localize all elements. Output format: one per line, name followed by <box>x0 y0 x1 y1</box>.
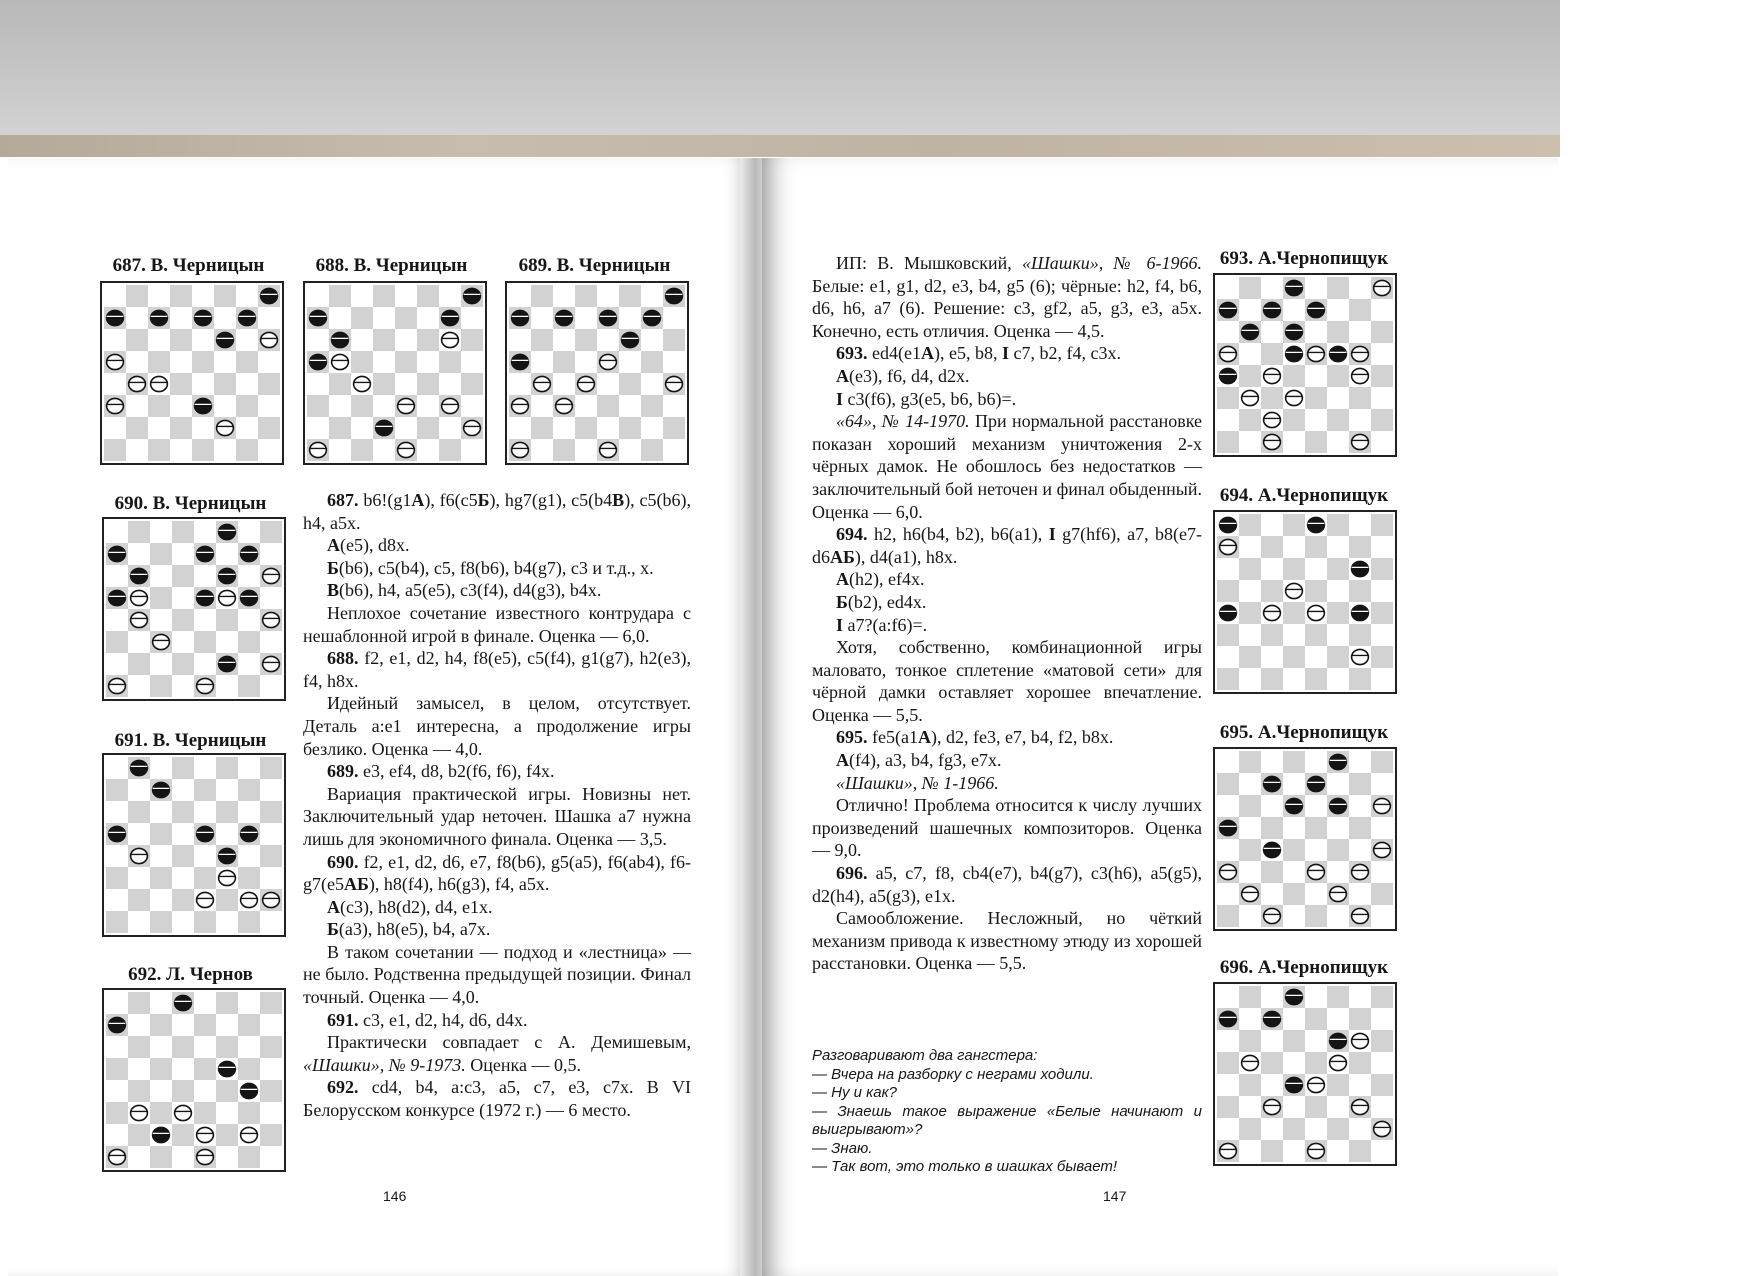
white-checker <box>1352 368 1369 383</box>
black-checker <box>109 546 126 561</box>
white-checker <box>1374 280 1391 295</box>
white-checker <box>512 398 529 413</box>
white-checker <box>1352 649 1369 664</box>
white-checker <box>197 1127 214 1142</box>
black-checker <box>1220 368 1237 383</box>
black-checker <box>109 1017 126 1032</box>
board-694 <box>1213 510 1397 694</box>
white-checker <box>1264 605 1281 620</box>
diagram-title-690: 690. В. Черницын <box>114 493 267 514</box>
black-checker <box>1286 989 1303 1004</box>
black-checker <box>1308 517 1325 532</box>
right-commentary: ИП: В. Мышковский, «Шашки», № 6-1966. Белые: e1, g1, d2, e3, b4, g5 (6); чёрные: h2, f4, b6, d6, h6, a7 (6). Решение: c3, gf2, a5, g3, e3, a5x. Конечно, есть отличия. Оценка — 4,5. 693. ed4(e1А), e5, b8, I c7, b2, f4, c3x. А(e3), f6, d4, d2x. I c3(f6), g3(e5, b6, b6)=. «64», № 14-1970. При нормальной расстановке показан хороший механизм уничтожения 2-х чёрных дамок. Не обошлось без недостатков — заключительный бой неточен и финал обыденный. Оценка — 6,0. 694. h2, h6(b4, b2), b6(a1), I g7(hf6), a7, b8(e7-d6АБ), d4(a1), h8x. А(h2), ef4x. Б(b2), ed4x. I a7?(a:f6)=. Хотя, собственно, комбинационной игры маловато, тонкое сплетение «матовой сети» для чёрной дамки оставляет хорошее впечатление. Оценка — 5,5. 695. fe5(a1А), d2, fe3, e7, b4, f2, b8x. А(f4), a3, b4, fg3, e7x. «Шашки», № 1-1966. Отлично! Проблема относится к числу лучших произведений шашечных композиторов. Оценка — 9,0. 696. a5, c7, f8, cb4(e7), b4(g7), c3(h6), a5(g5), d2(h4), a5(g3), e1x. Самообложение. Несложный, но чёткий механизм привода к известному этюду из хорошей расстановки. Оценка — 5,5. <box>812 253 1203 974</box>
board-687 <box>100 281 284 465</box>
black-checker <box>512 310 529 325</box>
white-checker <box>578 376 595 391</box>
white-checker <box>1220 539 1237 554</box>
black-checker <box>310 354 327 369</box>
joke-line: Разговаривают два гангстера: <box>812 1047 1038 1064</box>
black-checker <box>512 354 529 369</box>
white-checker <box>197 1149 214 1164</box>
black-checker <box>195 398 212 413</box>
board-692 <box>102 988 286 1172</box>
white-checker <box>107 354 124 369</box>
black-checker <box>219 656 236 671</box>
diagram-title-689: 689. В. Черницын <box>518 255 671 276</box>
white-checker <box>151 376 168 391</box>
black-checker <box>1286 280 1303 295</box>
joke-block <box>812 1047 1202 1177</box>
black-checker <box>217 332 234 347</box>
diagram-title-688: 688. В. Черницын <box>315 255 468 276</box>
black-checker <box>1330 346 1347 361</box>
black-checker <box>1242 324 1259 339</box>
black-checker <box>241 590 258 605</box>
black-checker <box>153 1127 170 1142</box>
black-checker <box>1352 605 1369 620</box>
black-checker <box>261 288 278 303</box>
white-checker <box>1242 390 1259 405</box>
black-checker <box>219 1061 236 1076</box>
board-689 <box>505 281 689 465</box>
white-checker <box>1308 346 1325 361</box>
black-checker <box>241 1083 258 1098</box>
white-checker <box>1308 1077 1325 1092</box>
white-checker <box>131 848 148 863</box>
white-checker <box>1374 842 1391 857</box>
white-checker <box>175 1105 192 1120</box>
white-checker <box>131 612 148 627</box>
white-checker <box>107 398 124 413</box>
white-checker <box>219 870 236 885</box>
joke-line: — Знаю. <box>812 1139 873 1157</box>
black-checker <box>556 310 573 325</box>
black-checker <box>197 546 214 561</box>
white-checker <box>1352 864 1369 879</box>
white-checker <box>1352 1099 1369 1114</box>
black-checker <box>644 310 661 325</box>
white-checker <box>261 332 278 347</box>
black-checker <box>442 310 459 325</box>
black-checker <box>464 288 481 303</box>
diagram-title-695: 695. А.Чернопищук <box>1219 722 1389 743</box>
white-checker <box>131 1105 148 1120</box>
black-checker <box>1220 1011 1237 1026</box>
white-checker <box>241 892 258 907</box>
white-checker <box>1308 1143 1325 1158</box>
white-checker <box>1308 864 1325 879</box>
white-checker <box>354 376 371 391</box>
black-checker <box>1286 346 1303 361</box>
black-checker <box>131 760 148 775</box>
diagram-title-687: 687. В. Черницын <box>112 255 265 276</box>
black-checker <box>107 310 124 325</box>
white-checker <box>600 442 617 457</box>
black-checker <box>241 546 258 561</box>
white-checker <box>1264 1099 1281 1114</box>
black-checker <box>239 310 256 325</box>
joke-line: — Так вот, это только в шашках бывает! <box>812 1158 1118 1175</box>
black-checker <box>197 590 214 605</box>
white-checker <box>1264 434 1281 449</box>
white-checker <box>263 612 280 627</box>
joke-line: — Знаешь такое выражение «Белые начинают и выигрывают»? <box>812 1102 1202 1138</box>
black-checker <box>109 590 126 605</box>
white-checker <box>1352 434 1369 449</box>
white-checker <box>398 398 415 413</box>
white-checker <box>219 590 236 605</box>
white-checker <box>1352 1033 1369 1048</box>
white-checker <box>512 442 529 457</box>
white-checker <box>241 1127 258 1142</box>
black-checker <box>1264 302 1281 317</box>
black-checker <box>219 524 236 539</box>
black-checker <box>197 826 214 841</box>
black-checker <box>310 310 327 325</box>
white-checker <box>666 376 683 391</box>
white-checker <box>1330 1055 1347 1070</box>
white-checker <box>556 398 573 413</box>
white-checker <box>109 1149 126 1164</box>
black-checker <box>1330 1033 1347 1048</box>
white-checker <box>1286 390 1303 405</box>
black-checker <box>1286 1077 1303 1092</box>
white-checker <box>263 568 280 583</box>
white-checker <box>1374 798 1391 813</box>
white-checker <box>310 442 327 457</box>
diagram-title-696: 696. А.Чернопищук <box>1219 957 1389 978</box>
black-checker <box>1330 754 1347 769</box>
white-checker <box>1220 1143 1237 1158</box>
black-checker <box>1220 605 1237 620</box>
black-checker <box>151 310 168 325</box>
page-number-left: 146 <box>383 1188 407 1204</box>
white-checker <box>1264 412 1281 427</box>
white-checker <box>1242 1055 1259 1070</box>
diagram-title-691: 691. В. Черницын <box>114 730 267 751</box>
book-edge-shadow <box>0 135 1560 157</box>
board-691 <box>102 753 286 937</box>
joke-line: — Вчера на разборку с неграми ходили. <box>812 1065 1094 1083</box>
white-checker <box>1352 346 1369 361</box>
black-checker <box>1220 820 1237 835</box>
black-checker <box>332 332 349 347</box>
black-checker <box>1264 776 1281 791</box>
white-checker <box>442 332 459 347</box>
white-checker <box>131 590 148 605</box>
white-checker <box>1308 605 1325 620</box>
white-checker <box>153 634 170 649</box>
white-checker <box>1242 886 1259 901</box>
black-checker <box>1308 302 1325 317</box>
white-checker <box>1352 908 1369 923</box>
diagram-title-693: 693. А.Чернопищук <box>1219 248 1389 269</box>
white-checker <box>263 656 280 671</box>
margin-right <box>1560 0 1756 1276</box>
white-checker <box>332 354 349 369</box>
black-checker <box>1352 561 1369 576</box>
black-checker <box>219 568 236 583</box>
black-checker <box>1286 324 1303 339</box>
black-checker <box>1220 302 1237 317</box>
black-checker <box>109 826 126 841</box>
diagram-title-692: 692. Л. Чернов <box>128 964 253 985</box>
black-checker <box>175 995 192 1010</box>
board-695 <box>1213 747 1397 931</box>
white-checker <box>534 376 551 391</box>
white-checker <box>1264 908 1281 923</box>
white-checker <box>464 420 481 435</box>
black-checker <box>1220 517 1237 532</box>
white-checker <box>129 376 146 391</box>
board-688 <box>303 281 487 465</box>
white-checker <box>1220 346 1237 361</box>
black-checker <box>241 826 258 841</box>
joke-line: — Ну и как? <box>812 1084 898 1101</box>
board-693 <box>1213 273 1397 457</box>
white-checker <box>217 420 234 435</box>
white-checker <box>263 892 280 907</box>
black-checker <box>600 310 617 325</box>
board-690 <box>102 517 286 701</box>
white-checker <box>398 442 415 457</box>
black-checker <box>622 332 639 347</box>
black-checker <box>131 568 148 583</box>
white-checker <box>109 678 126 693</box>
white-checker <box>1330 886 1347 901</box>
diagram-title-694: 694. А.Чернопищук <box>1219 485 1389 506</box>
black-checker <box>1286 798 1303 813</box>
white-checker <box>1374 1121 1391 1136</box>
white-checker <box>197 678 214 693</box>
black-checker <box>1330 798 1347 813</box>
book-top-background <box>0 0 1756 150</box>
white-checker <box>197 892 214 907</box>
white-checker <box>442 398 459 413</box>
board-696 <box>1213 982 1397 1166</box>
black-checker <box>1264 842 1281 857</box>
black-checker <box>219 848 236 863</box>
black-checker <box>1264 1011 1281 1026</box>
white-checker <box>1220 864 1237 879</box>
black-checker <box>153 782 170 797</box>
white-checker <box>1286 583 1303 598</box>
black-checker <box>1308 776 1325 791</box>
black-checker <box>666 288 683 303</box>
black-checker <box>195 310 212 325</box>
white-checker <box>1264 368 1281 383</box>
left-commentary: 687. b6!(g1А), f6(c5Б), hg7(g1), c5(b4В), c5(b6), h4, a5x. А(e5), d8x. Б(b6), c5(b4), c5, f8(b6), b4(g7), c3 и т.д., x. В(b6), h4, a5(e5), c3(f4), d4(g3), b4x. Неплохое сочетание известного контрудара с нешаблонной игрой в финале. Оценка — 6,0. 688. f2, e1, d2, h4, f8(e5), c5(f4), g1(g7), h2(e3), f4, h8x. Идейный замысел, в целом, отсутствует. Деталь a:e1 интересна, а продолжение игры безлико. Оценка — 4,0. 689. e3, ef4, d8, b2(f6, f6), f4x. Вариация практической игры. Новизны нет. Заключительный удар неточен. Шашка a7 нужна лишь для экономичного финала. Оценка — 3,5. 690. f2, e1, d2, d6, e7, f8(b6), g5(a5), f6(ab4), f6-g7(e5АБ), h8(f4), h6(g3), f4, a5x. А(c3), h8(d2), d4, e1x. Б(a3), h8(e5), b4, a7x. В таком сочетании — подход и «лестница» — не было. Родственна предыдущей позиции. Финал точный. Оценка — 4,0. 691. c3, e1, d2, h4, d6, d4x. Практически совпадает с А. Демишевым, «Шашки», № 9-1973. Оценка — 0,5. 692. cd4, b4, a:c3, a5, c7, e3, c7x. В VI Белорусском конкурсе (1972 г.) — 6 место. <box>303 490 691 1121</box>
white-checker <box>600 354 617 369</box>
black-checker <box>376 420 393 435</box>
page-number-right: 147 <box>1103 1188 1127 1204</box>
